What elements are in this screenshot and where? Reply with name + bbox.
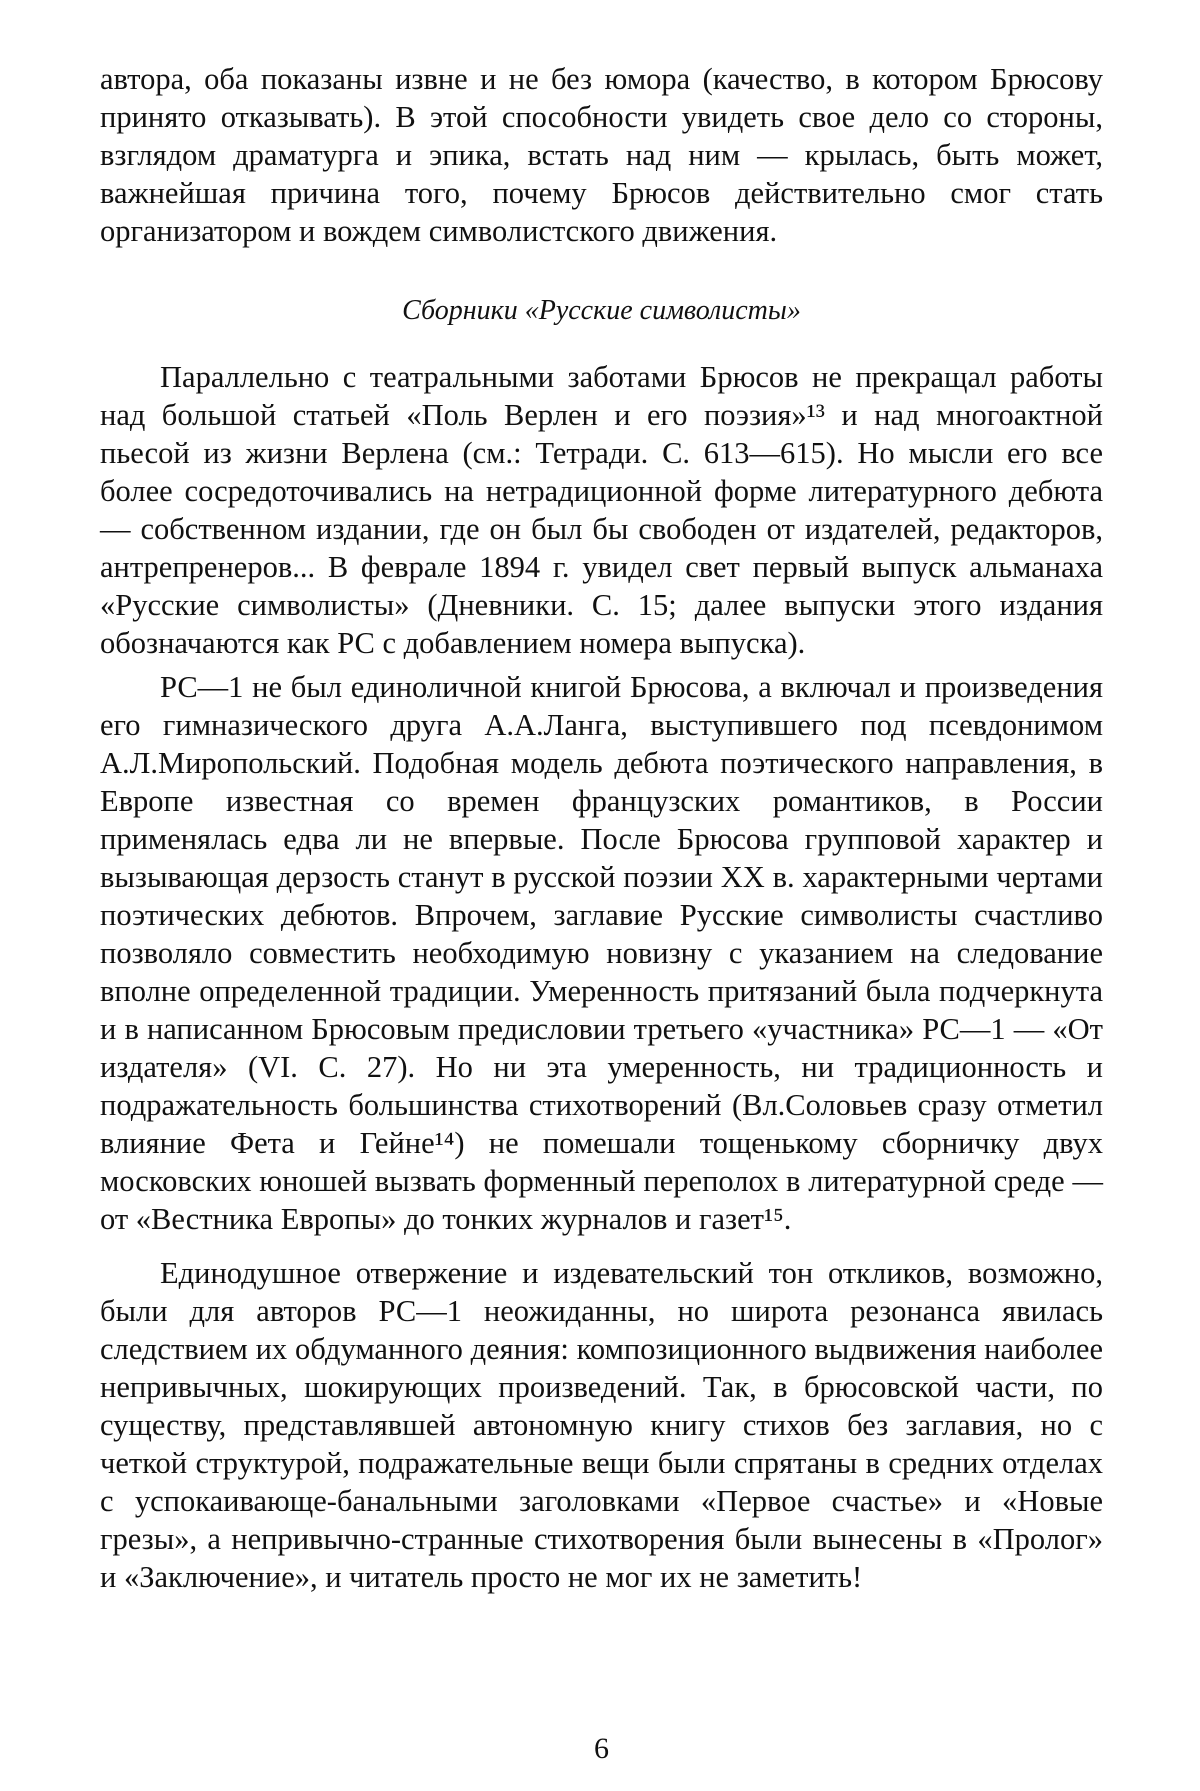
page-number: 6 [594,1732,609,1765]
section-heading: Сборники «Русские символисты» [402,295,801,326]
paragraph-1: Параллельно с театральными заботами Брюсов не прекращал работы над большой статьей «Поль Верлен и его поэзия»¹³ и над многоактной пьесой из жизни Верлена (см.: Тетради. С. 613—615). Но мысли его все более сосредоточивались на нетрадиционной форме литературного дебюта — собственном издании, где он был бы свободен от издателей, редакторов, антрепренеров... В феврале 1894 г. увидел свет первый выпуск альманаха «Русские символисты» (Дневники. С. 15; далее выпуски этого издания обозначаются как РС с добавлением номера выпуска). [100,360,1103,660]
paragraph-3: Единодушное отвержение и издевательский тон откликов, возможно, были для авторов РС—1 неожиданны, но широта резонанса явилась следствием их обдуманного деяния: композиционного выдвижения наиболее непривычных, шокирующих произведений. Так, в брюсовской части, по существу, представлявшей автономную книгу стихов без заглавия, но с четкой структурой, подражательные вещи были спрятаны в средних отделах с успокаивающе-банальными заголовками «Первое счастье» и «Новые грезы», а непривычно-странные стихотворения были вынесены в «Пролог» и «Заключение», и читатель просто не мог их не заметить! [100,1256,1103,1594]
book-page [100,60,1103,1765]
paragraph-continuation: автора, оба показаны извне и не без юмора (качество, в котором Брюсову принято отказывать). В этой способности увидеть свое дело со стороны, взглядом драматурга и эпика, встать над ним — крылась, быть может, важнейшая причина того, почему Брюсов действительно смог стать организатором и вождем символистского движения. [100,62,1103,248]
paragraph-2: РС—1 не был единоличной книгой Брюсова, а включал и произведения его гимназического друга А.А.Ланга, выступившего под псевдонимом А.Л.Миропольский. Подобная модель дебюта поэтического направления, в Европе известная со времен французских романтиков, в России применялась едва ли не впервые. После Брюсова групповой характер и вызывающая дерзость станут в русской поэзии XX в. характерными чертами поэтических дебютов. Впрочем, заглавие Русские символисты счастливо позволяло совместить необходимую новизну с указанием на следование вполне определенной традиции. Умеренность притязаний была подчеркнута и в написанном Брюсовым предисловии третьего «участника» РС—1 — «От издателя» (VI. С. 27). Но ни эта умеренность, ни традиционность и подражательность большинства стихотворений (Вл.Соловьев сразу отметил влияние Фета и Гейне¹⁴) не помешали тощенькому сборничку двух московских юношей вызвать форменный переполох в литературной среде — от «Вестника Европы» до тонких журналов и газет¹⁵. [100,670,1103,1236]
